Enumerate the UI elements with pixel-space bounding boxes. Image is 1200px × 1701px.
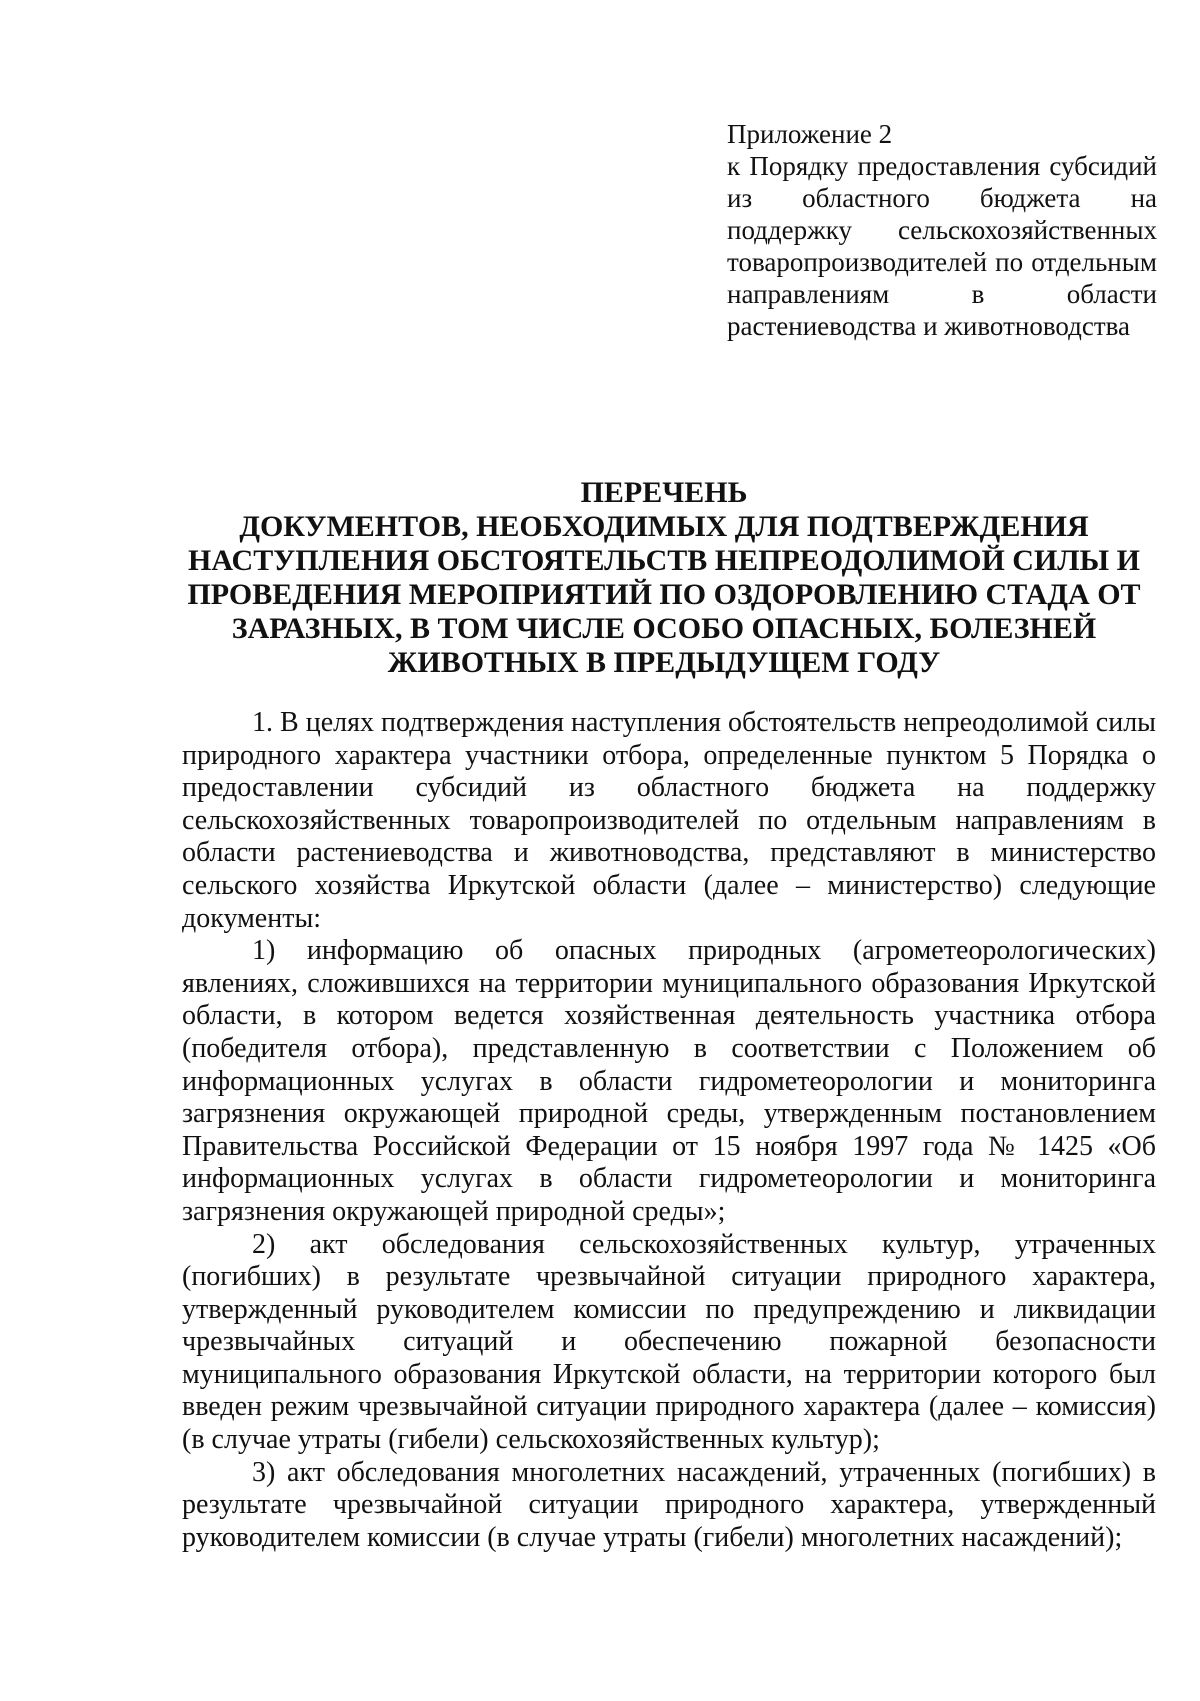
paragraph-1: 1. В целях подтверждения наступления обстоятельств непреодолимой силы природного характера участники отбора, определенные пунктом 5 Порядка о предоставлении субсидий из областного бюджета на поддержку сельскохозяйственных товаропроизводителей по отдельным направлениям в области растениеводства и животноводства, представляют в министерство сельского хозяйства Иркутской области (далее – министерство) следующие документы: bbox=[182, 707, 1156, 934]
title-line: ПРОВЕДЕНИЯ МЕРОПРИЯТИЙ ПО ОЗДОРОВЛЕНИЮ СТАДА ОТ bbox=[187, 578, 1141, 611]
appendix-text: к Порядку предоставления субсидий из областного бюджета на поддержку сельскохозяйственных товаропроизводителей по отдельным направлениям в области растениеводства и животноводства bbox=[727, 151, 1157, 341]
appendix-heading: Приложение 2 bbox=[727, 119, 893, 149]
appendix-header bbox=[727, 118, 1157, 342]
paragraph-item-2: 2) акт обследования сельскохозяйственных культур, утраченных (погибших) в результате чрезвычайной ситуации природного характера, утвержденный руководителем комиссии по предупреждению и ликвидации чрезвычайных ситуаций и обеспечению пожарной безопасности муниципального образования Иркутской области, на территории которого был введен режим чрезвычайной ситуации природного характера (далее – комиссия) (в случае утраты (гибели) сельскохозяйственных культур); bbox=[182, 1228, 1156, 1456]
title-line: НАСТУПЛЕНИЯ ОБСТОЯТЕЛЬСТВ НЕПРЕОДОЛИМОЙ СИЛЫ И bbox=[188, 544, 1140, 577]
paragraph-item-1: 1) информацию об опасных природных (агрометеорологических) явлениях, сложившихся на территории муниципального образования Иркутской области, в котором ведется хозяйственная деятельность участника отбора (победителя отбора), представленную в соответствии с Положением об информационных услугах в области гидрометеорологии и мониторинга загрязнения окружающей природной среды, утвержденным постановлением Правительства Российской Федерации от 15 ноября 1997 года № 1425 «Об информационных услугах в области гидрометеорологии и мониторинга загрязнения окружающей природной среды»; bbox=[182, 935, 1156, 1227]
document-title bbox=[150, 476, 1178, 680]
paragraph-item-3: 3) акт обследования многолетних насаждений, утраченных (погибших) в результате чрезвычайной ситуации природного характера, утвержденный руководителем комиссии (в случае утраты (гибели) многолетних насаждений); bbox=[182, 1456, 1156, 1553]
title-line: ЖИВОТНЫХ В ПРЕДЫДУЩЕМ ГОДУ bbox=[387, 646, 941, 679]
document-body bbox=[182, 707, 1156, 1554]
title-line: ЗАРАЗНЫХ, В ТОМ ЧИСЛЕ ОСОБО ОПАСНЫХ, БОЛЕЗНЕЙ bbox=[231, 612, 1097, 645]
title-line: ПЕРЕЧЕНЬ bbox=[580, 476, 748, 509]
title-line: ДОКУМЕНТОВ, НЕОБХОДИМЫХ ДЛЯ ПОДТВЕРЖДЕНИЯ bbox=[239, 510, 1089, 543]
